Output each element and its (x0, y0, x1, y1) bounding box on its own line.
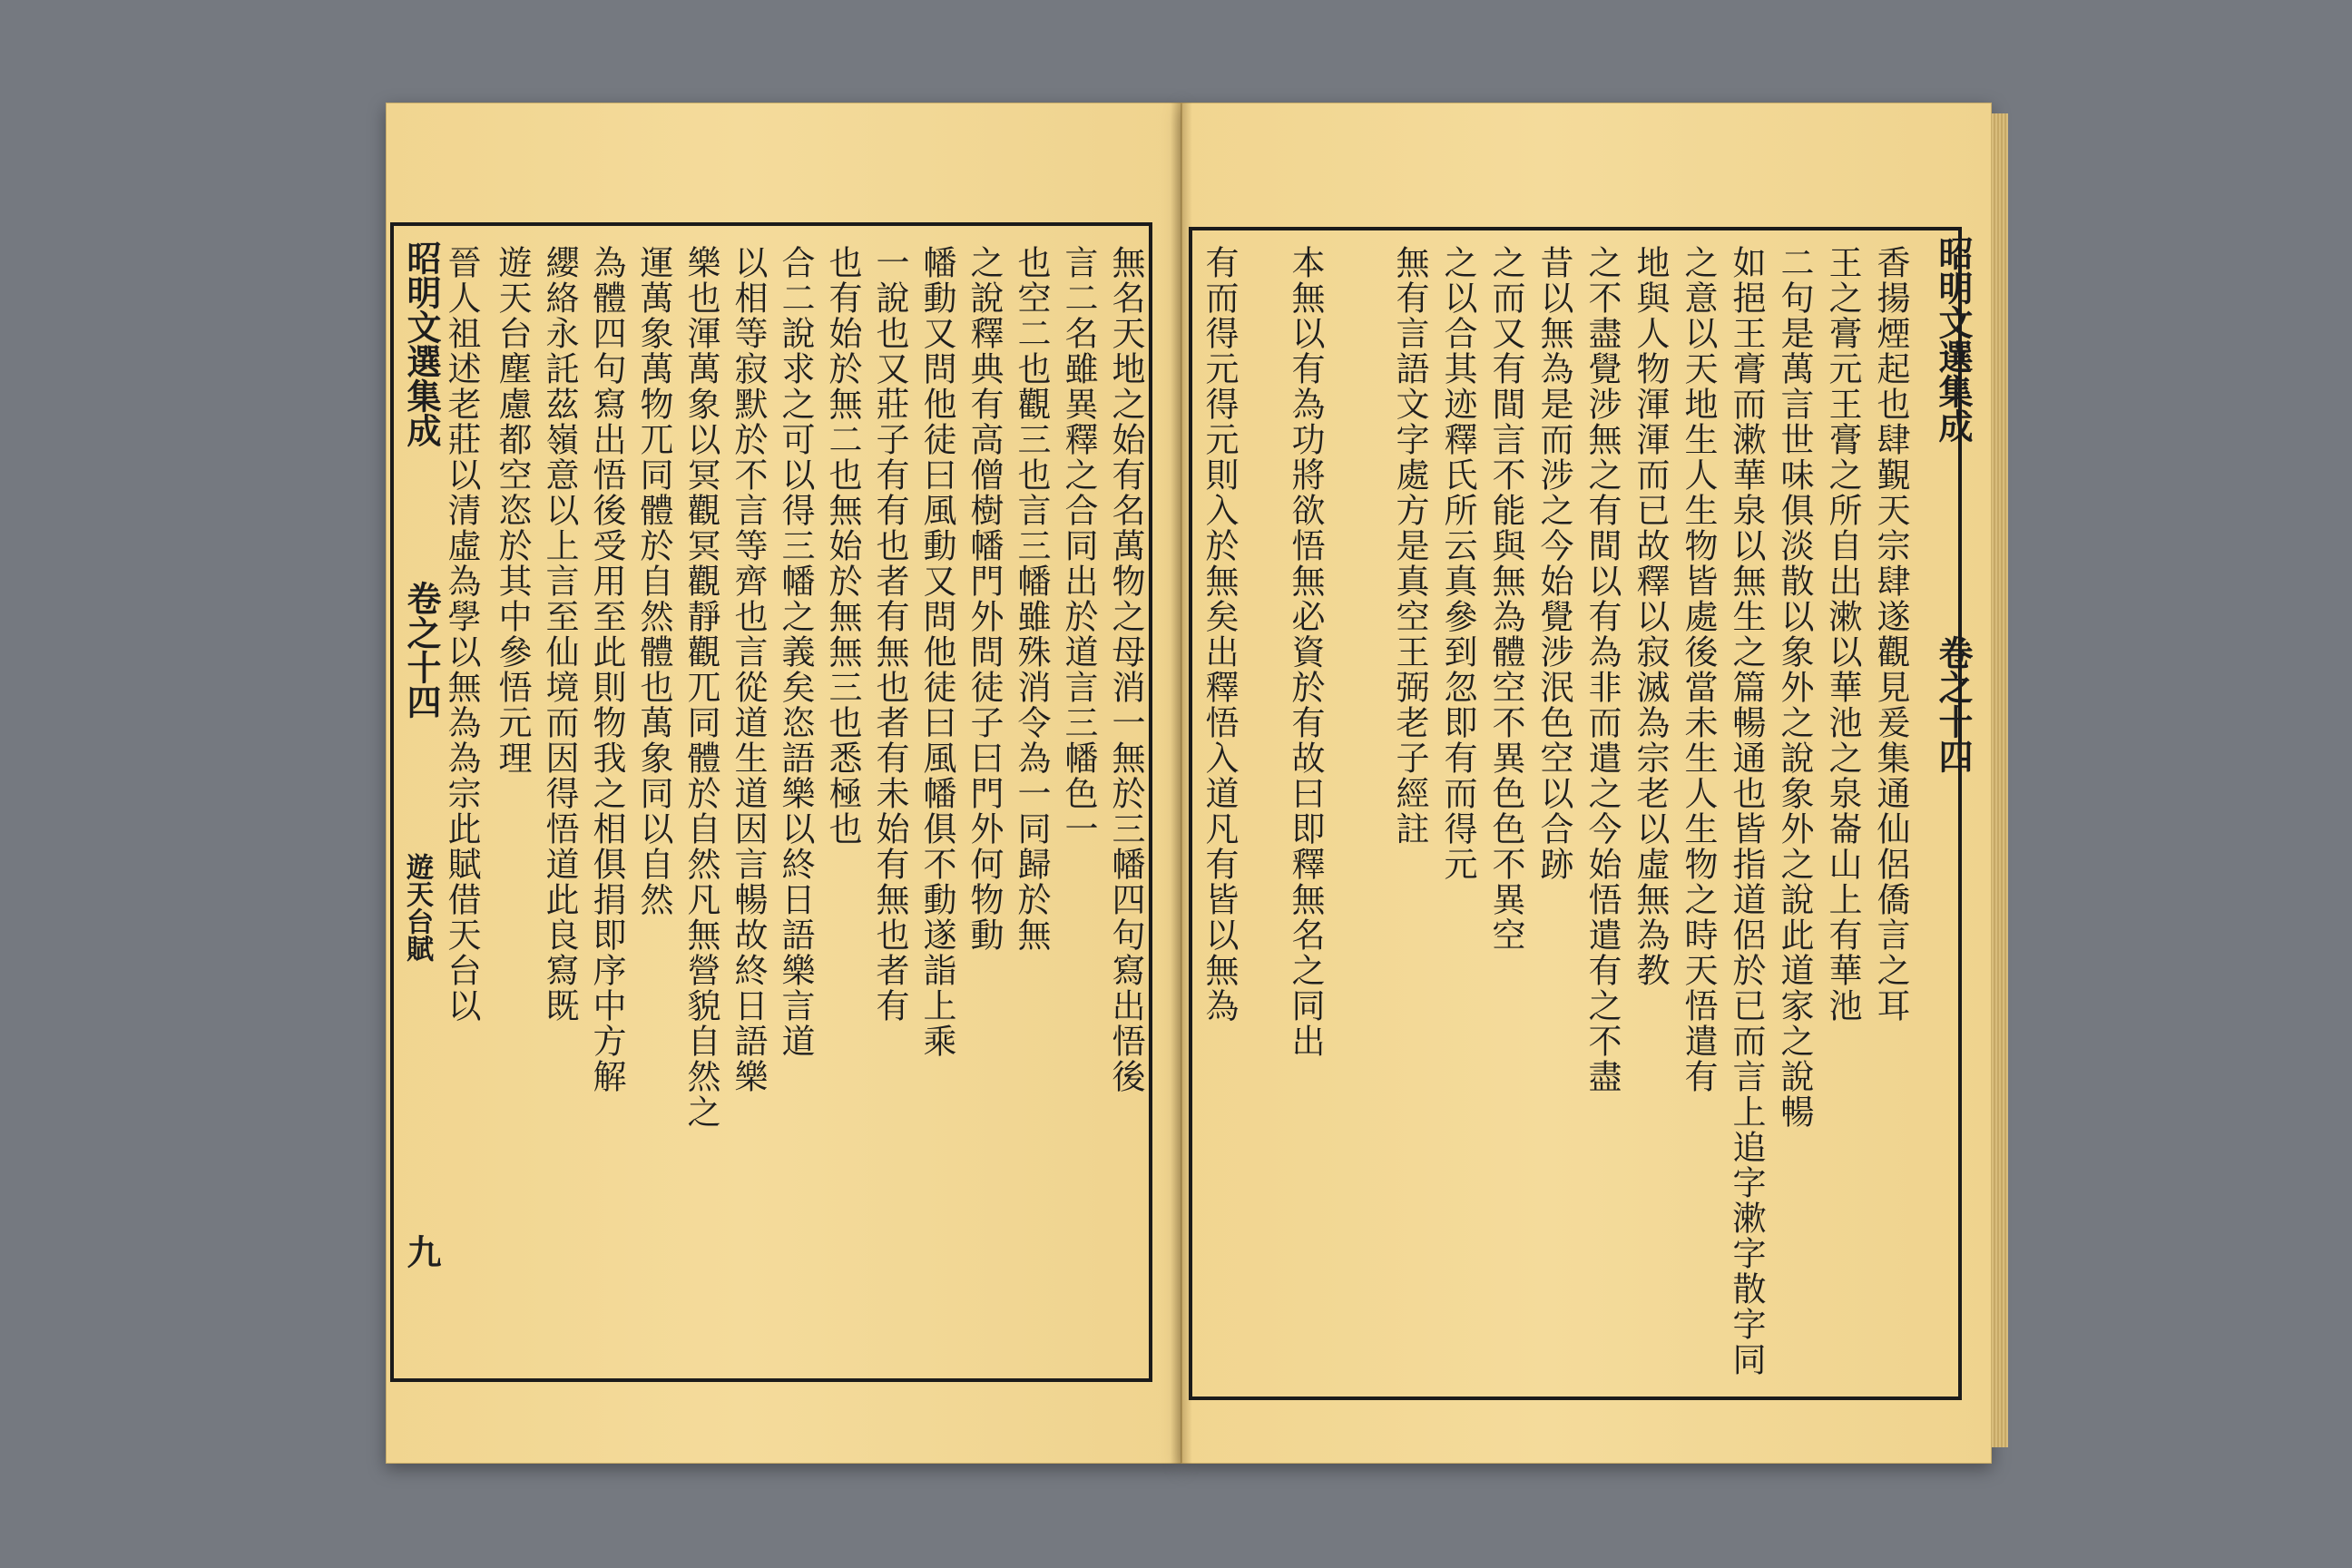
left-column: 樂也渾萬象以冥觀冥觀靜觀兀同體於自然凡無營貌自然之 (681, 245, 720, 1130)
left-margin-page-number: 九 (401, 1234, 442, 1269)
left-column: 以相等寂默於不言等齊也言從道生道因言暢故終日語樂 (729, 245, 768, 1094)
left-column: 之說釋典有高僧樹幡門外問徒子曰門外何物動 (965, 245, 1004, 953)
right-column: 昔以無為是而涉之今始覺涉泯色空以合跡 (1534, 245, 1573, 882)
right-margin-volume: 卷之十四 (1933, 635, 1974, 773)
left-column: 晉人祖述老莊以清虛為學以無為為宗此賦借天台以 (442, 245, 481, 1024)
right-column: 王之膏元王膏之所自出漱以華池之泉崙山上有華池 (1823, 245, 1862, 1024)
left-margin-chapter: 遊天台賦 (401, 853, 433, 962)
right-column: 之以合其迹釋氏所云真參到忽即有而得元 (1438, 245, 1477, 882)
page-edges (1992, 113, 2008, 1447)
left-column: 一說也又莊子有有也者有無也者有未始有無也者有 (870, 245, 909, 1024)
left-column: 遊天台塵慮都空恣於其中參悟元理 (493, 245, 532, 776)
right-column: 香揚煙起也肆覲天宗肆遂觀見爰集通仙侶僑言之耳 (1871, 245, 1910, 1024)
left-margin-title: 昭明文選集成 (401, 240, 442, 447)
left-margin-volume: 卷之十四 (401, 581, 442, 719)
right-column: 無有言語文字處方是真空王弼老子經註 (1390, 245, 1429, 847)
right-column: 如挹王膏而漱華泉以無生之篇暢通也皆指道侶於已而言上追字漱字散字同 (1727, 245, 1766, 1377)
right-column: 本無以有為功將欲悟無必資於有故曰即釋無名之同出 (1286, 245, 1325, 1059)
left-column: 幡動又問他徒曰風動又問他徒曰風幡俱不動遂詣上乘 (917, 245, 956, 1059)
left-column: 合二說求之可以得三幡之義矣恣語樂以終日語樂言道 (776, 245, 815, 1059)
right-column: 之不盡覺涉無之有間以有為非而遣之今始悟遣有之不盡 (1583, 245, 1622, 1094)
left-column: 也有始於無二也無始於無無三也悉極也 (823, 245, 862, 847)
right-column: 二句是萬言世味俱淡散以象外之說象外之說此道家之說暢 (1775, 245, 1814, 1130)
right-margin-title: 昭明文選集成 (1933, 236, 1974, 443)
left-column: 運萬象萬物兀同體於自然體也萬象同以自然 (634, 245, 673, 917)
left-column: 為體四句寫出悟後受用至此則物我之相俱捐即序中方解 (587, 245, 626, 1094)
right-column: 之意以天地生人生物皆處後當未生人生物之時天悟遣有 (1679, 245, 1718, 1094)
right-column: 之而又有間言不能與無為體空不異色色不異空 (1486, 245, 1525, 953)
right-column: 有而得元得元則入於無矣出釋悟入道凡有皆以無為 (1200, 245, 1239, 1024)
left-column: 纓絡永託茲嶺意以上言至仙境而因得悟道此良寫既 (540, 245, 579, 1024)
left-column: 無名天地之始有名萬物之母消一無於三幡四句寫出悟後 (1106, 245, 1145, 1094)
left-column: 言二名雖異釋之合同出於道言三幡色一 (1059, 245, 1098, 847)
left-column: 也空二也觀三也言三幡雖殊消令為一同歸於無 (1012, 245, 1051, 953)
right-column: 地與人物渾渾而已故釋以寂滅為宗老以虛無為教 (1631, 245, 1670, 988)
